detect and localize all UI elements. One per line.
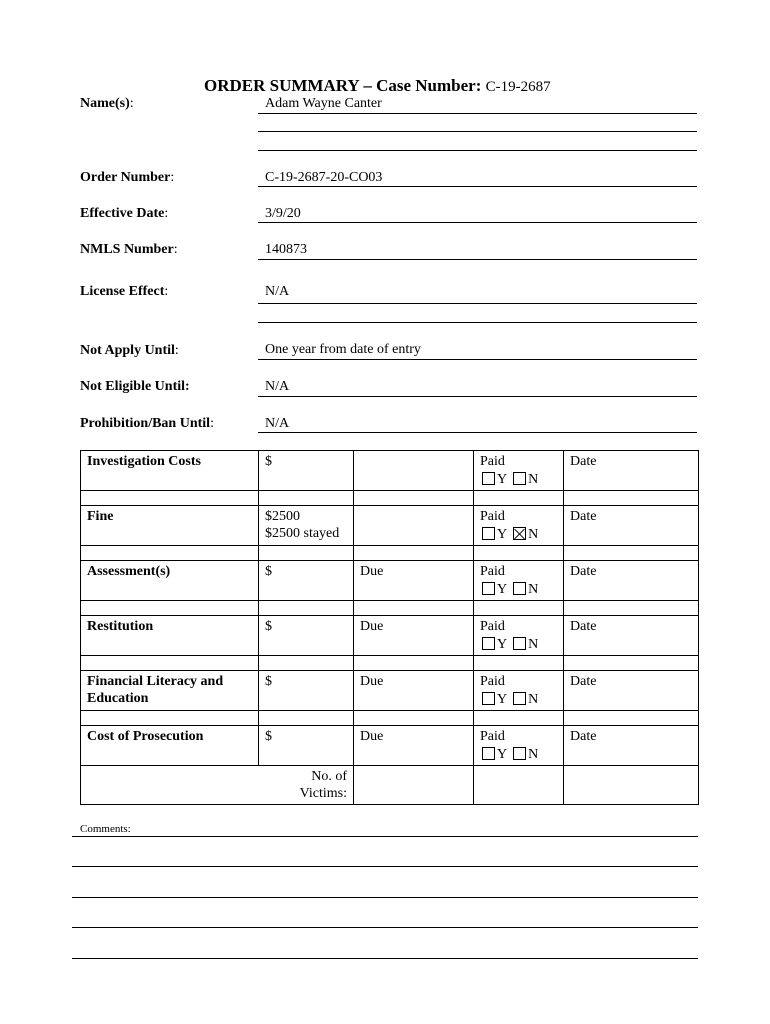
- victims-row: [81, 766, 699, 805]
- not-eligible-until-label: Not Eligible Until:: [80, 379, 190, 394]
- paid-no-label: N: [528, 747, 539, 762]
- paid-no-checkbox[interactable]: [513, 637, 526, 650]
- spacer-cell: [564, 546, 699, 561]
- paid-yes-checkbox[interactable]: [482, 747, 495, 760]
- obligation-date[interactable]: Date: [564, 506, 699, 546]
- paid-label: Paid: [480, 454, 505, 469]
- paid-yes-label: Y: [497, 637, 508, 652]
- spacer-cell: [474, 546, 564, 561]
- obligation-amount-cell[interactable]: [259, 506, 354, 546]
- spacer-cell: [564, 491, 699, 506]
- spacer-cell: [564, 711, 699, 726]
- names-line-1: [258, 113, 697, 114]
- paid-label: Paid: [480, 729, 505, 744]
- paid-no-label: N: [528, 692, 539, 707]
- victims-empty-cell: [474, 766, 564, 805]
- prohibition-ban-until-label: Prohibition/Ban Until:: [80, 416, 214, 431]
- obligation-due[interactable]: Due: [354, 616, 474, 656]
- obligation-amount-cell[interactable]: [259, 561, 354, 601]
- spacer-cell: [81, 546, 259, 561]
- not-apply-until-label: Not Apply Until:: [80, 343, 179, 358]
- not-eligible-until-line: [258, 396, 697, 397]
- nmls-number-line: [258, 259, 697, 260]
- paid-yes-label: Y: [497, 527, 508, 542]
- paid-yes-no: [482, 581, 557, 598]
- spacer-cell: [354, 656, 474, 671]
- obligation-due[interactable]: Due: [354, 671, 474, 711]
- table-spacer-row: [81, 601, 699, 616]
- obligation-amount: $: [265, 454, 272, 469]
- effective-date-label: Effective Date:: [80, 206, 169, 221]
- obligation-paid-cell: [474, 616, 564, 656]
- spacer-cell: [259, 601, 354, 616]
- obligation-due[interactable]: Due: [354, 561, 474, 601]
- paid-no-checkbox[interactable]: [513, 692, 526, 705]
- paid-yes-no: [482, 746, 557, 763]
- prohibition-ban-until-value: N/A: [265, 416, 290, 431]
- not-eligible-until-value: N/A: [265, 379, 290, 394]
- obligation-name: Fine: [81, 506, 259, 546]
- paid-yes-label: Y: [497, 692, 508, 707]
- spacer-cell: [354, 491, 474, 506]
- paid-label: Paid: [480, 509, 505, 524]
- license-effect-line-2: [258, 322, 697, 323]
- title-heading: ORDER SUMMARY – Case Number:: [204, 76, 482, 95]
- obligation-amount: $: [265, 619, 272, 634]
- paid-yes-no: [482, 636, 557, 653]
- names-line-3: [258, 150, 697, 151]
- obligation-amount: $: [265, 674, 272, 689]
- not-apply-until-value: One year from date of entry: [265, 342, 421, 357]
- obligation-row: [81, 726, 699, 766]
- nmls-number-label: NMLS Number:: [80, 242, 178, 257]
- title-case-number: C-19-2687: [485, 79, 551, 95]
- paid-no-checkbox[interactable]: [513, 472, 526, 485]
- spacer-cell: [564, 656, 699, 671]
- paid-no-label: N: [528, 472, 539, 487]
- paid-no-checkbox[interactable]: [513, 527, 526, 540]
- obligation-paid-cell: [474, 561, 564, 601]
- obligation-name: Cost of Prosecution: [81, 726, 259, 766]
- victims-empty-cell: [564, 766, 699, 805]
- license-effect-value: N/A: [265, 284, 290, 299]
- obligation-row: [81, 561, 699, 601]
- spacer-cell: [474, 711, 564, 726]
- order-summary-title: [204, 76, 551, 96]
- paid-yes-label: Y: [497, 747, 508, 762]
- obligation-due[interactable]: [354, 506, 474, 546]
- victims-label: [81, 766, 354, 805]
- obligation-row: [81, 671, 699, 711]
- spacer-cell: [564, 601, 699, 616]
- spacer-cell: [81, 601, 259, 616]
- paid-no-label: N: [528, 637, 539, 652]
- obligation-paid-cell: [474, 506, 564, 546]
- paid-yes-checkbox[interactable]: [482, 582, 495, 595]
- spacer-cell: [259, 491, 354, 506]
- obligation-name: Investigation Costs: [81, 451, 259, 491]
- obligation-paid-cell: [474, 726, 564, 766]
- obligation-date[interactable]: Date: [564, 561, 699, 601]
- table-spacer-row: [81, 656, 699, 671]
- order-number-value: C-19-2687-20-CO03: [265, 170, 383, 185]
- obligation-name: Assessment(s): [81, 561, 259, 601]
- comments-line-5[interactable]: [72, 958, 698, 959]
- obligation-amount: $: [265, 564, 272, 579]
- spacer-cell: [81, 491, 259, 506]
- obligation-due[interactable]: [354, 451, 474, 491]
- effective-date-value: 3/9/20: [265, 206, 301, 221]
- names-line-2: [258, 131, 697, 132]
- names-value: Adam Wayne Canter: [265, 96, 382, 111]
- paid-yes-no: [482, 691, 557, 708]
- obligation-name: Restitution: [81, 616, 259, 656]
- victims-label-line-2: Victims:: [299, 786, 347, 801]
- names-label: Name(s):: [80, 96, 134, 111]
- spacer-cell: [354, 711, 474, 726]
- obligation-amount: $: [265, 729, 272, 744]
- order-number-label: Order Number:: [80, 170, 175, 185]
- spacer-cell: [81, 656, 259, 671]
- effective-date-line: [258, 222, 697, 223]
- comments-line-2[interactable]: [72, 866, 698, 867]
- table-spacer-row: [81, 546, 699, 561]
- paid-no-checkbox[interactable]: [513, 582, 526, 595]
- spacer-cell: [354, 601, 474, 616]
- obligation-name: Financial Literacy and Education: [81, 671, 259, 711]
- paid-yes-label: Y: [497, 472, 508, 487]
- victims-label-line-1: No. of: [311, 769, 347, 784]
- obligation-amount-cell[interactable]: [259, 616, 354, 656]
- paid-yes-label: Y: [497, 582, 508, 597]
- obligation-due[interactable]: Due: [354, 726, 474, 766]
- obligation-paid-cell: [474, 451, 564, 491]
- not-apply-until-line: [258, 359, 697, 360]
- spacer-cell: [474, 656, 564, 671]
- obligation-amount: $2500: [265, 509, 300, 524]
- comments-line-1[interactable]: [72, 836, 698, 837]
- paid-yes-checkbox[interactable]: [482, 692, 495, 705]
- spacer-cell: [81, 711, 259, 726]
- comments-label: Comments:: [80, 823, 131, 835]
- table-spacer-row: [81, 491, 699, 506]
- obligation-amount-cell[interactable]: [259, 671, 354, 711]
- obligation-row: [81, 506, 699, 546]
- obligation-paid-cell: [474, 671, 564, 711]
- paid-label: Paid: [480, 619, 505, 634]
- order-number-line: [258, 186, 697, 187]
- obligation-date[interactable]: Date: [564, 726, 699, 766]
- paid-no-label: N: [528, 527, 539, 542]
- paid-yes-checkbox[interactable]: [482, 472, 495, 485]
- nmls-number-value: 140873: [265, 242, 307, 257]
- paid-label: Paid: [480, 564, 505, 579]
- table-spacer-row: [81, 711, 699, 726]
- spacer-cell: [259, 711, 354, 726]
- paid-yes-checkbox[interactable]: [482, 527, 495, 540]
- paid-yes-checkbox[interactable]: [482, 637, 495, 650]
- paid-label: Paid: [480, 674, 505, 689]
- paid-yes-no: [482, 471, 557, 488]
- paid-no-checkbox[interactable]: [513, 747, 526, 760]
- obligation-amount-cell[interactable]: [259, 451, 354, 491]
- obligation-amount-note: $2500 stayed: [265, 526, 340, 541]
- obligation-row: [81, 616, 699, 656]
- obligation-row: [81, 451, 699, 491]
- paid-no-label: N: [528, 582, 539, 597]
- spacer-cell: [474, 601, 564, 616]
- victims-count-cell[interactable]: [354, 766, 474, 805]
- spacer-cell: [474, 491, 564, 506]
- license-effect-label: License Effect:: [80, 284, 169, 299]
- financial-obligations-table: [80, 450, 699, 805]
- spacer-cell: [354, 546, 474, 561]
- obligation-amount-cell[interactable]: [259, 726, 354, 766]
- spacer-cell: [259, 546, 354, 561]
- spacer-cell: [259, 656, 354, 671]
- paid-yes-no: [482, 526, 557, 543]
- obligation-date[interactable]: Date: [564, 671, 699, 711]
- obligation-date[interactable]: Date: [564, 451, 699, 491]
- obligation-date[interactable]: Date: [564, 616, 699, 656]
- license-effect-line-1: [258, 303, 697, 304]
- comments-line-3[interactable]: [72, 897, 698, 898]
- comments-line-4[interactable]: [72, 927, 698, 928]
- prohibition-ban-until-line: [258, 432, 697, 433]
